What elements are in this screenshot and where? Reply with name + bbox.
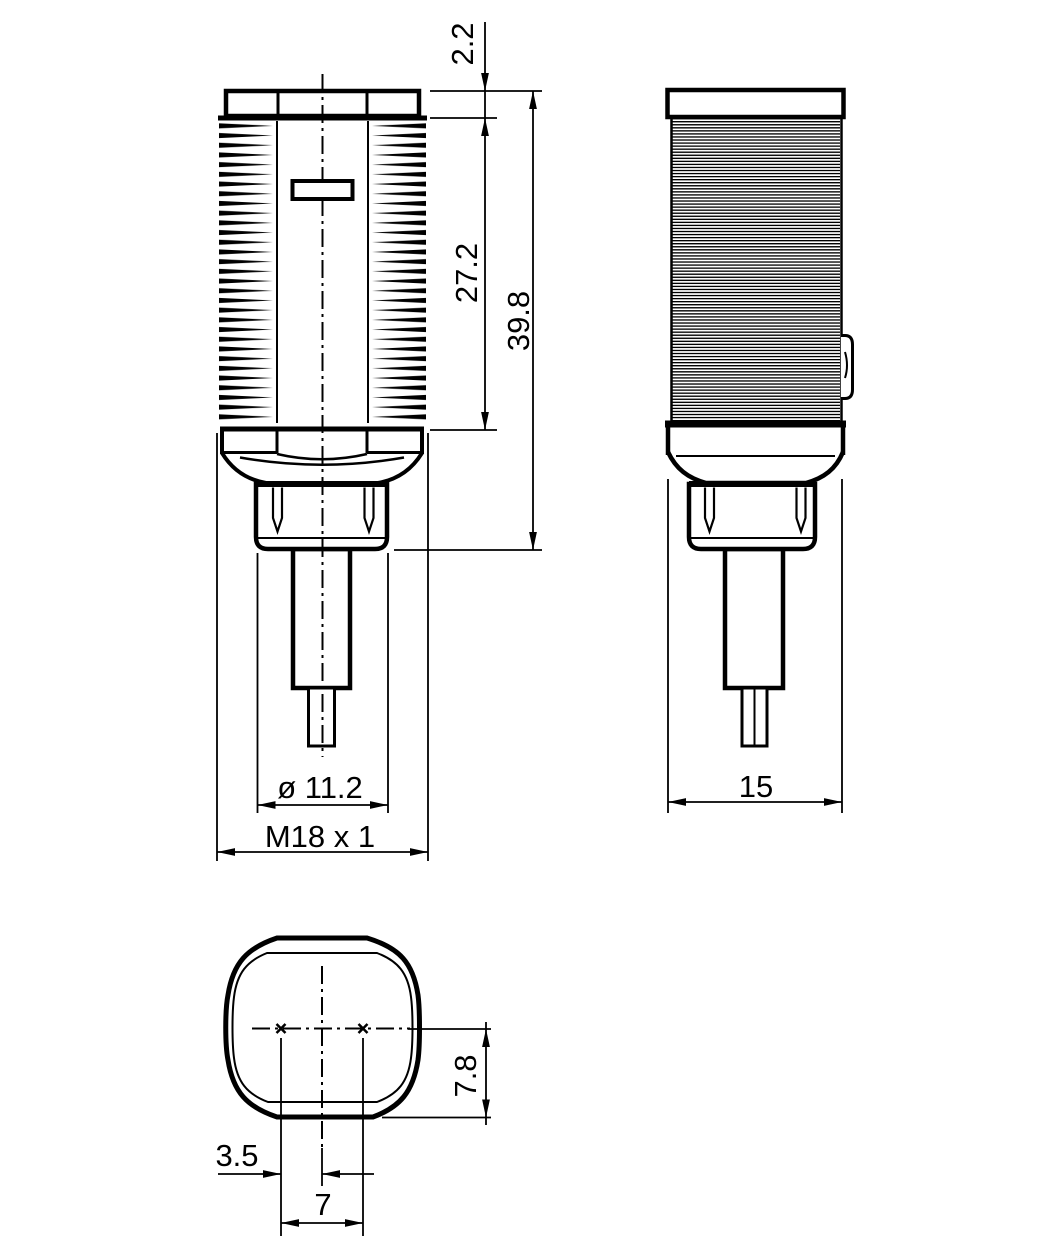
label-cap-height: 2.2	[445, 22, 480, 66]
thread-band-left	[218, 121, 277, 423]
dim-2-2	[481, 22, 489, 430]
arrowhead	[482, 1100, 490, 1118]
arrowhead	[529, 91, 537, 109]
plug-slot-right	[797, 488, 806, 532]
side-connector-plug	[689, 484, 815, 549]
arrowhead	[410, 848, 428, 856]
label-core-depth: 7.8	[448, 1054, 483, 1098]
arrowhead	[263, 1170, 281, 1178]
side-cap	[668, 90, 844, 117]
arrowhead	[345, 1219, 363, 1227]
label-core-offset: 3.5	[215, 1138, 259, 1173]
label-overall-length: 39.8	[501, 290, 536, 352]
label-plug-diameter: ø 11.2	[277, 770, 363, 805]
arrowhead	[481, 118, 489, 136]
plug-slot-left	[273, 488, 282, 532]
label-thread-spec: M18 x 1	[264, 819, 376, 854]
plug-slot-left	[705, 488, 714, 532]
arrowhead	[824, 798, 842, 806]
side-view	[665, 90, 853, 746]
plug-slot-right	[365, 488, 374, 532]
side-pin	[742, 688, 767, 746]
arrowhead	[482, 1029, 490, 1047]
arrowhead	[668, 798, 686, 806]
arrowhead	[481, 412, 489, 430]
arrowhead	[529, 532, 537, 550]
label-side-width: 15	[738, 769, 774, 804]
arrowhead	[217, 848, 235, 856]
arrowhead	[258, 801, 276, 809]
side-thread-texture	[672, 118, 840, 421]
label-thread-length: 27.2	[449, 242, 484, 304]
arrowhead	[281, 1219, 299, 1227]
arrowhead	[481, 73, 489, 91]
led-window	[293, 181, 353, 199]
arrowhead	[322, 1170, 340, 1178]
thread-band-right	[368, 121, 427, 423]
arrowhead	[370, 801, 388, 809]
label-core-spacing: 7	[314, 1187, 332, 1222]
side-bump	[841, 336, 853, 399]
side-stem	[725, 549, 783, 688]
